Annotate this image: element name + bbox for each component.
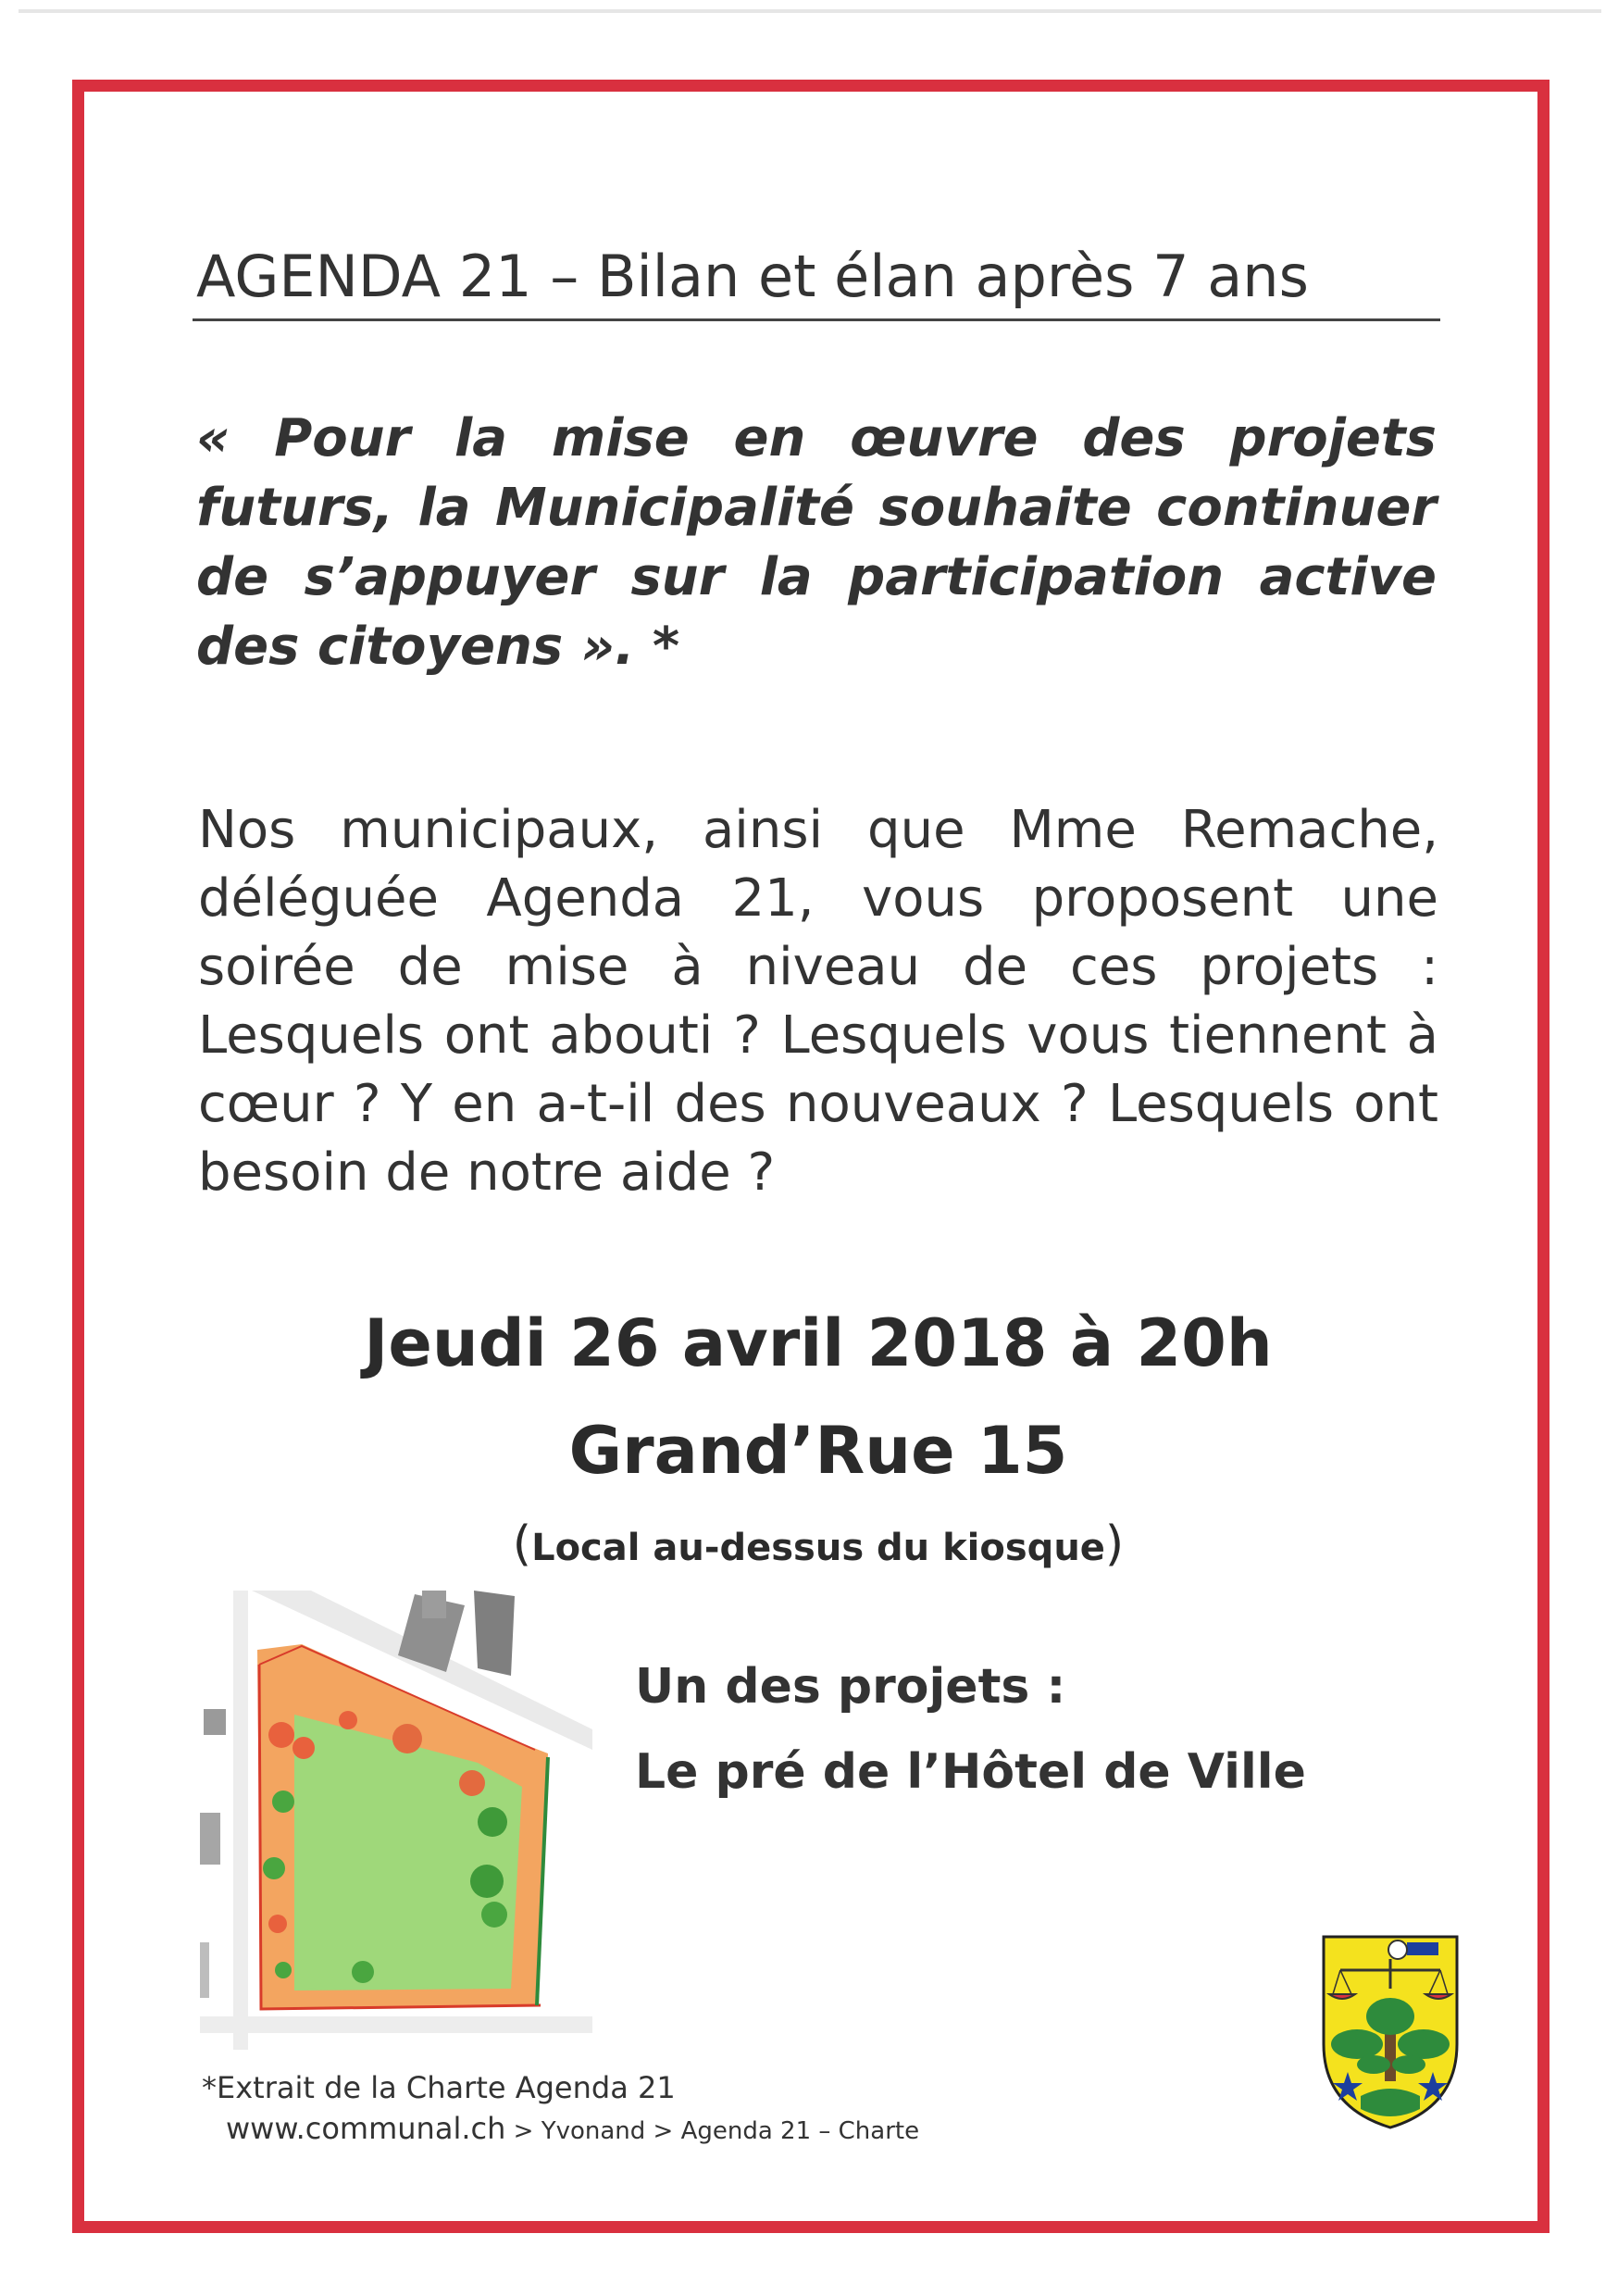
event-location-note xyxy=(198,1516,1438,1572)
building-shape xyxy=(204,1709,226,1735)
project-label: Un des projets : xyxy=(635,1659,1066,1715)
tree-green xyxy=(481,1902,507,1928)
green-mount xyxy=(1361,2089,1420,2116)
event-address: Grand’Rue 15 xyxy=(568,1413,1068,1489)
sleeve-shape xyxy=(1407,1942,1438,1955)
footnote-reference xyxy=(226,2111,919,2146)
oak-leaves-left xyxy=(1331,2029,1383,2059)
tree-green xyxy=(470,1865,504,1898)
page-title: AGENDA 21 – Bilan et élan après 7 ans xyxy=(196,243,1309,310)
scan-edge xyxy=(19,9,1601,13)
tree-red xyxy=(292,1737,315,1759)
building-shape xyxy=(200,1942,209,1998)
tree-red xyxy=(459,1770,485,1796)
tree-red xyxy=(339,1711,357,1729)
close-paren: ) xyxy=(1104,1516,1125,1572)
event-date: Jeudi 26 avril 2018 à 20h xyxy=(364,1305,1273,1381)
oak-crown xyxy=(1366,1998,1414,2035)
tree-green xyxy=(275,1962,292,1978)
tree-red xyxy=(268,1722,294,1748)
park-plan-map xyxy=(200,1591,592,2050)
oak-leaves-right xyxy=(1398,2029,1450,2059)
tree-red xyxy=(392,1724,422,1753)
intro-paragraph: Nos municipaux, ainsi que Mme Remache, déléguée Agenda 21, vous proposent une soirée de mise à niveau de ces projets : Lesquels ont abouti ? Lesquels vous tiennent à cœur ? Y en a-t-il des nouveaux ? Lesquels ont besoin de notre aide ? xyxy=(198,800,1438,1203)
building-shape xyxy=(474,1591,515,1676)
tree-green xyxy=(352,1961,374,1983)
event-location-text: Local au-dessus du kiosque xyxy=(531,1527,1105,1569)
hand-shape xyxy=(1388,1940,1407,1959)
charter-quote: « Pour la mise en œuvre des projets futurs, la Municipalité souhaite continuer de s’appuyer sur la participation active des citoyens ». * xyxy=(196,408,1437,677)
building-shape xyxy=(200,1813,220,1865)
open-paren: ( xyxy=(512,1516,532,1572)
footnote-site: www.communal.ch xyxy=(226,2111,506,2146)
tree-green xyxy=(478,1807,507,1837)
tree-green xyxy=(263,1857,285,1879)
title-underline xyxy=(193,318,1440,321)
tree-green xyxy=(272,1791,294,1813)
footnote-source: *Extrait de la Charte Agenda 21 xyxy=(202,2070,676,2105)
footnote-path: > Yvonand > Agenda 21 – Charte xyxy=(505,2117,920,2145)
project-name: Le pré de l’Hôtel de Ville xyxy=(635,1744,1306,1800)
building-shape xyxy=(422,1591,446,1618)
tree-red xyxy=(268,1915,287,1933)
municipal-coat-of-arms xyxy=(1320,1933,1461,2131)
